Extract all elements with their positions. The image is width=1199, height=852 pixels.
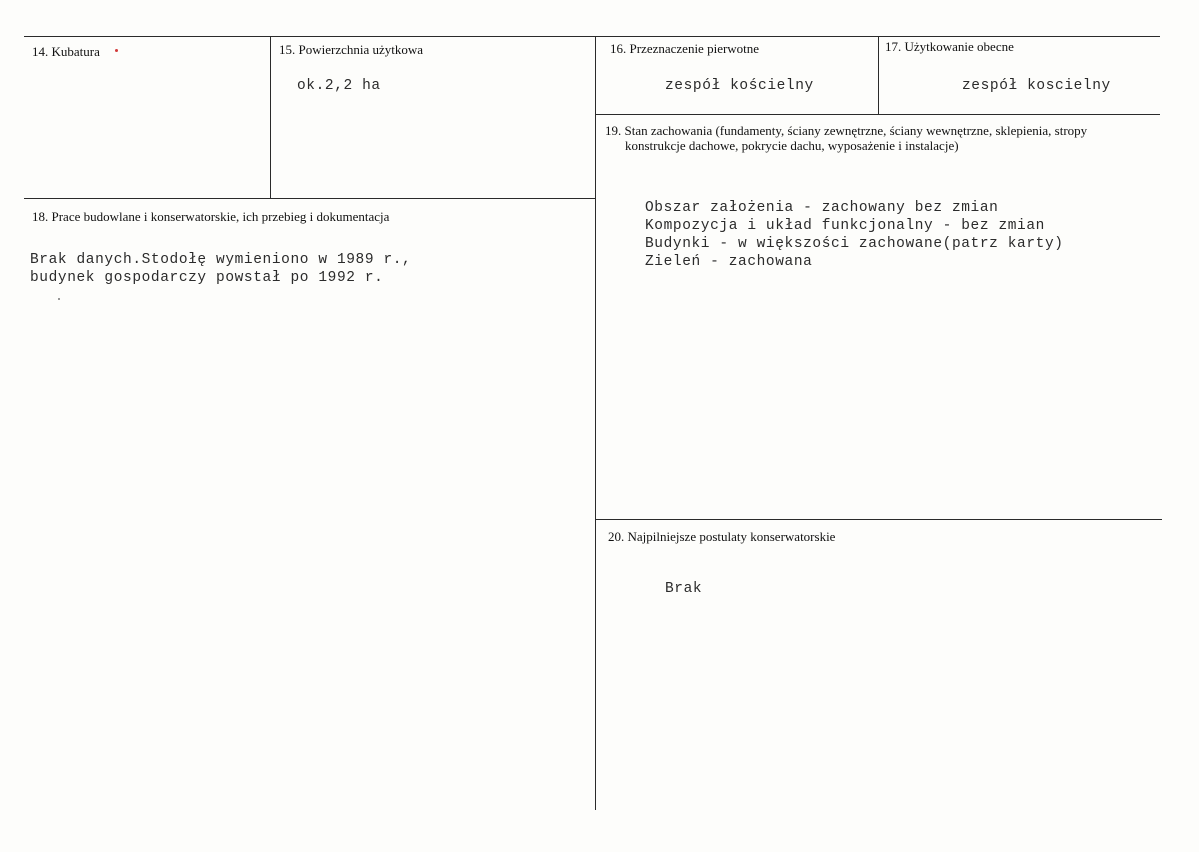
field-17-label: 17. Użytkowanie obecne [885, 39, 1014, 54]
field-20-value: Brak [665, 581, 703, 597]
field-17-value: zespół koscielny [962, 78, 1111, 94]
top-border-line [24, 36, 1160, 37]
field-19-line-2: Kompozycja i układ funkcjonalny - bez zmian [645, 218, 1045, 234]
field-20-label: 20. Najpilniejsze postulaty konserwatorskie [608, 529, 836, 544]
field-19-label-line-2: konstrukcje dachowe, pokrycie dachu, wyposażenie i instalacje) [625, 138, 959, 153]
divider-16-19 [595, 114, 1160, 115]
divider-14-18 [24, 198, 596, 199]
field-15-label: 15. Powierzchnia użytkowa [279, 42, 424, 57]
red-mark [115, 49, 118, 52]
field-18-line-2: budynek gospodarczy powstał po 1992 r. [30, 270, 384, 286]
center-divider [595, 36, 596, 810]
field-18-label: 18. Prace budowlane i konserwatorskie, ich przebieg i dokumentacja [32, 209, 390, 224]
field-18-line-1: Brak danych.Stodołę wymieniono w 1989 r., [30, 252, 412, 268]
field-19-line-3: Budynki - w większości zachowane(patrz karty) [645, 236, 1064, 252]
field-19-label-line-1: 19. Stan zachowania (fundamenty, ściany zewnętrzne, ściany wewnętrzne, sklepienia, stropy [605, 123, 1088, 138]
field-19-line-4: Zieleń - zachowana [645, 254, 813, 270]
divider-14-15 [270, 36, 271, 199]
field-14-label: 14. Kubatura [32, 44, 100, 59]
field-16-value: zespół kościelny [665, 78, 814, 94]
field-16-label: 16. Przeznaczenie pierwotne [610, 41, 760, 56]
field-19-line-1: Obszar założenia - zachowany bez zmian [645, 200, 999, 216]
ink-speck [58, 298, 60, 300]
divider-16-17 [878, 36, 879, 114]
divider-19-20 [595, 519, 1162, 520]
field-15-value: ok.2,2 ha [297, 78, 381, 94]
